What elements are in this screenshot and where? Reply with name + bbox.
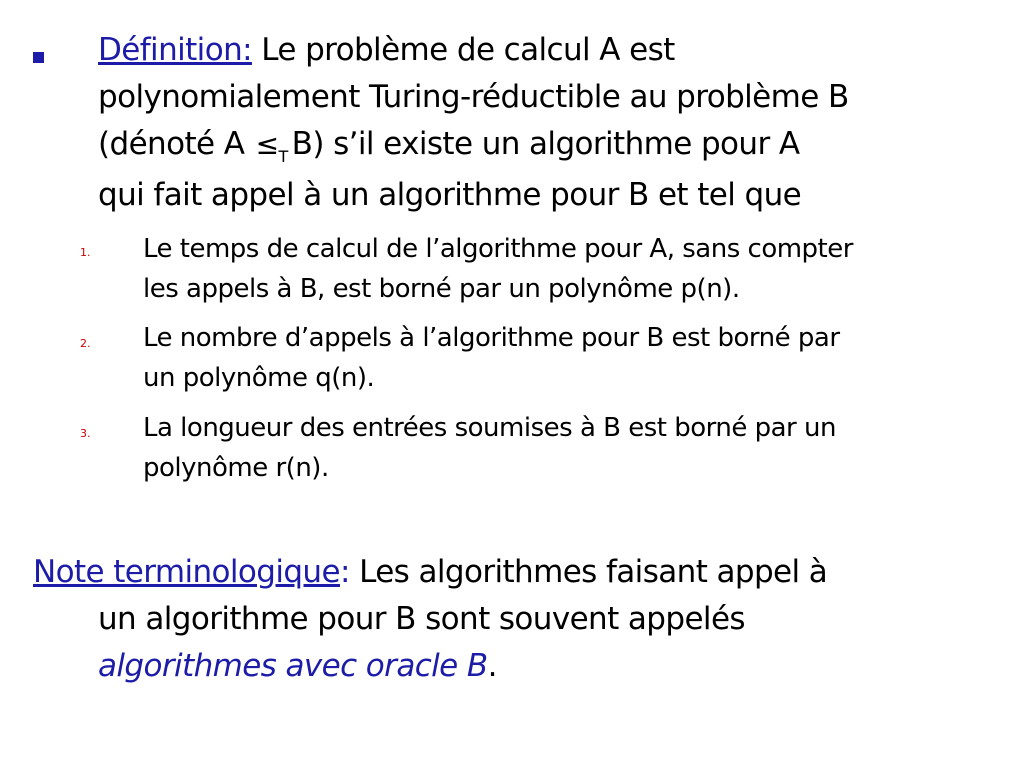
bullet-square-icon <box>33 52 44 63</box>
definition-line-1-text: Le problème de calcul A est <box>251 32 675 68</box>
definition-line-3-pre: (dénoté A <box>98 126 254 162</box>
note-line-3 <box>33 643 993 690</box>
condition-2-line-1: Le nombre d’appels à l’algorithme pour B est borné par <box>143 323 840 353</box>
note-line-1-text: Les algorithmes faisant appel à <box>349 554 828 590</box>
condition-3-line-1: La longueur des entrées soumises à B est borné par un <box>143 413 836 443</box>
turing-subscript: T <box>278 147 288 166</box>
note-line-1 <box>33 549 993 596</box>
condition-1-marker: 1. <box>80 246 91 259</box>
note-line-2: un algorithme pour B sont souvent appelés <box>98 601 745 637</box>
condition-1 <box>143 229 1013 309</box>
condition-2 <box>143 318 1013 398</box>
condition-3-marker: 3. <box>80 427 91 440</box>
note-paragraph <box>33 549 993 690</box>
condition-2-line-2: un polynôme q(n). <box>143 363 375 393</box>
note-period: . <box>487 648 497 684</box>
condition-2-marker: 2. <box>80 337 91 350</box>
oracle-term: algorithmes avec oracle B <box>98 648 488 684</box>
definition-line-2: polynomialement Turing-réductible au problème B <box>98 79 849 115</box>
definition-label: Définition: <box>98 32 252 68</box>
definition-paragraph <box>98 27 998 219</box>
note-colon: : <box>339 554 350 590</box>
condition-1-line-1: Le temps de calcul de l’algorithme pour A, sans compter <box>143 234 853 264</box>
definition-line-4: qui fait appel à un algorithme pour B et tel que <box>98 177 802 213</box>
condition-1-line-2: les appels à B, est borné par un polynôme p(n). <box>143 274 740 304</box>
definition-line-1 <box>98 27 998 74</box>
note-label: Note terminologique <box>33 554 340 590</box>
condition-3-line-2: polynôme r(n). <box>143 453 329 483</box>
condition-3 <box>143 408 1013 488</box>
leq-symbol: ≤ <box>255 128 279 161</box>
definition-line-3-post: B) s’il existe un algorithme pour A <box>291 126 800 162</box>
definition-line-3 <box>98 121 998 172</box>
